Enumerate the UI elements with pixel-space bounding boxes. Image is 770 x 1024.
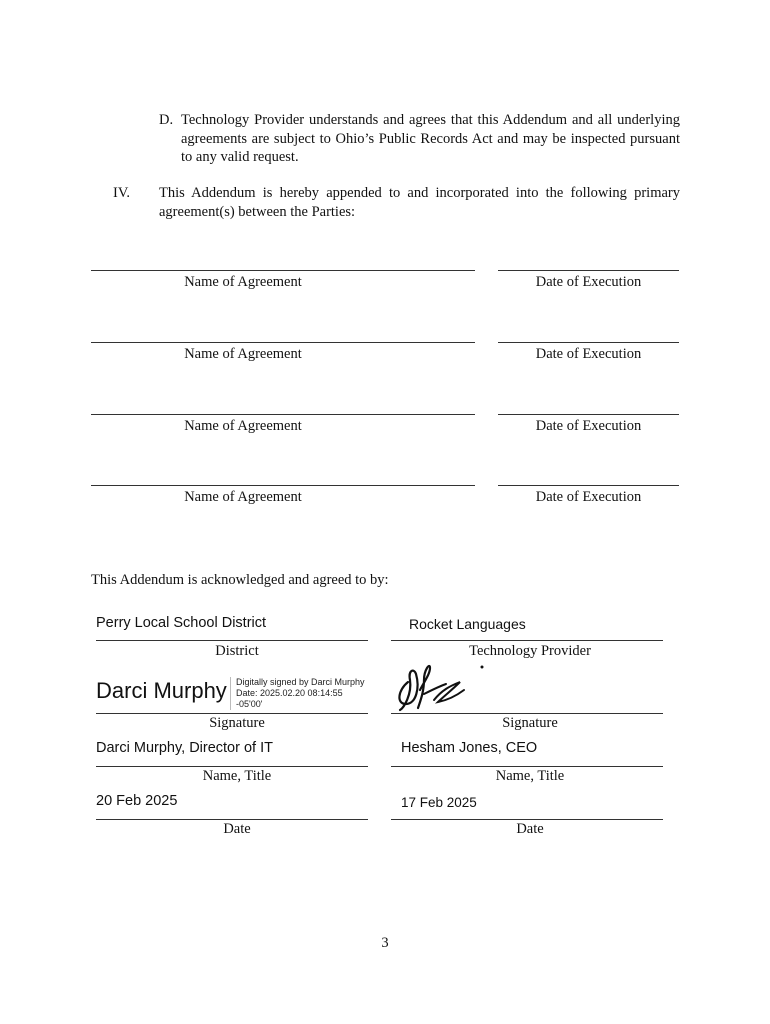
agreement-name-label: Name of Agreement [184,274,302,290]
agreement-name-label: Name of Agreement [184,418,302,434]
digital-signature-note [230,677,376,710]
agreement-name-label: Name of Agreement [184,489,302,505]
agreement-name-line [91,270,475,271]
acknowledgement-text: This Addendum is acknowledged and agreed to by: [91,572,389,588]
provider-date-label: Date [516,821,544,837]
clause-d-text: Technology Provider understands and agrees that this Addendum and all underlying agreements are subject to Ohio’s Public Records Act and may be inspected pursuant to any valid request. [181,112,680,165]
digital-note-line2: Date: 2025.02.20 08:14:55 [236,688,343,698]
provider-signature-label: Signature [502,715,558,731]
provider-date-value: 17 Feb 2025 [401,795,477,810]
district-name-title-label: Name, Title [202,768,272,784]
agreement-date-label: Date of Execution [535,346,642,362]
agreement-date-label: Date of Execution [535,418,642,434]
district-signature-label: Signature [209,715,265,731]
provider-name-value: Rocket Languages [409,616,526,632]
agreement-name-line [91,342,475,343]
district-date-label: Date [223,821,251,837]
agreement-date-line [498,270,679,271]
agreement-date-line [498,342,679,343]
agreement-name-line [91,414,475,415]
provider-handwritten-signature [394,660,484,714]
agreement-date-label: Date of Execution [535,274,642,290]
provider-name-line [391,640,663,641]
digital-note-line1: Digitally signed by Darci Murphy [236,677,365,687]
digital-note-line3: -05'00' [236,699,263,709]
district-date-value: 20 Feb 2025 [96,793,178,809]
agreement-name-line [91,485,475,486]
agreement-date-line [498,485,679,486]
district-label: District [215,643,259,659]
clause-iv-label: IV. [113,185,131,201]
agreement-name-label: Name of Agreement [184,346,302,362]
page-number: 3 [381,935,389,951]
provider-name-title-label: Name, Title [495,768,565,784]
clause-d-label: D. [159,112,174,128]
clause-iv-text: This Addendum is hereby appended to and incorporated into the following primary agreement(s) between the Parties: [159,185,680,220]
provider-name-title-value: Hesham Jones, CEO [401,740,538,756]
district-name-line [96,640,368,641]
agreement-date-line [498,414,679,415]
district-name-value: Perry Local School District [96,615,267,631]
district-name-title-value: Darci Murphy, Director of IT [96,740,273,756]
provider-label: Technology Provider [469,643,591,659]
district-digital-signature-name: Darci Murphy [96,678,227,703]
agreement-date-label: Date of Execution [535,489,642,505]
